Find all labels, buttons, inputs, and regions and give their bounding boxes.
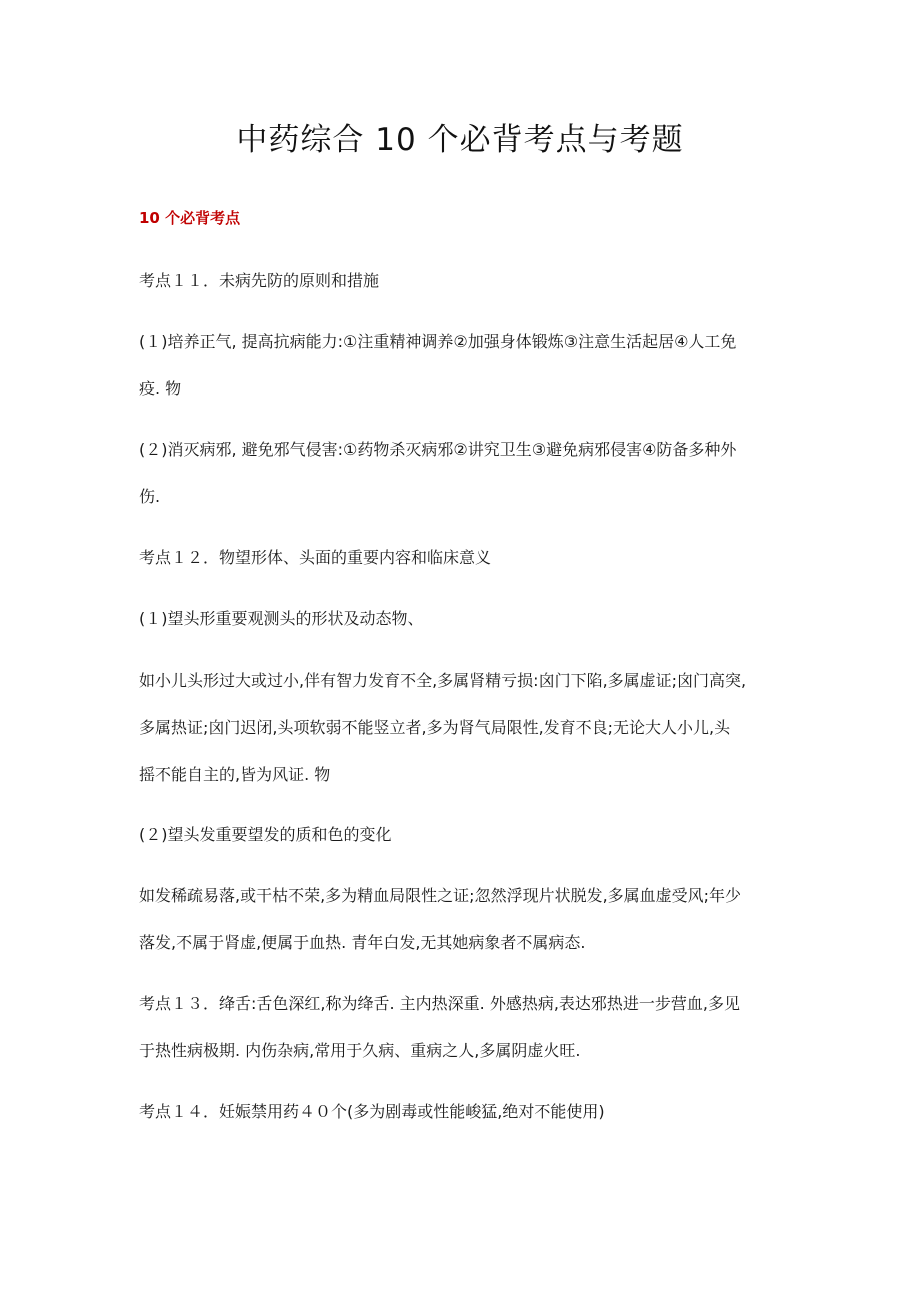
text-line: 落发,不属于肾虚,便属于血热. 青年白发,无其她病象者不属病态. <box>139 933 586 952</box>
paragraph-12-item-2 <box>139 811 799 858</box>
paragraph-11-item-1 <box>139 318 799 412</box>
paragraph-11-item-2 <box>139 426 799 520</box>
text-line: 摇不能自主的,皆为风证. 物 <box>139 765 331 784</box>
text-line: 伤. <box>139 487 161 506</box>
paragraph-kaodian-13 <box>139 980 799 1074</box>
text-line: 于热性病极期. 内伤杂病,常用于久病、重病之人,多属阴虚火旺. <box>139 1041 581 1060</box>
document-title: 中药综合 10 个必背考点与考题 <box>236 122 684 158</box>
paragraph-12-item-1 <box>139 595 799 642</box>
paragraph-12-item-1-detail <box>139 657 799 798</box>
paragraph-kaodian-14 <box>139 1088 799 1135</box>
text-line: (２)消灭病邪, 避免邪气侵害:①药物杀灭病邪②讲究卫生③避免病邪侵害④防备多种外 <box>139 440 737 459</box>
text-line: 多属热证;囟门迟闭,头项软弱不能竖立者,多为肾气局限性,发育不良;无论大人小儿,头 <box>139 718 731 737</box>
text-line: 考点１１．未病先防的原则和措施 <box>139 271 380 290</box>
paragraph-kaodian-12 <box>139 534 799 581</box>
text-line: (１)望头形重要观测头的形状及动态物、 <box>139 609 424 628</box>
text-line: 如发稀疏易落,或干枯不荣,多为精血局限性之证;忽然浮现片状脱发,多属血虚受风;年少 <box>139 886 742 905</box>
text-line: 疫. 物 <box>139 379 182 398</box>
paragraph-kaodian-11 <box>139 257 799 304</box>
text-line: 考点１４．妊娠禁用药４０个(多为剧毒或性能峻猛,绝对不能使用) <box>139 1102 605 1121</box>
text-line: (１)培养正气, 提高抗病能力:①注重精神调养②加强身体锻炼③注意生活起居④人工免 <box>139 332 737 351</box>
paragraph-12-item-2-detail <box>139 872 799 966</box>
text-line: (２)望头发重要望发的质和色的变化 <box>139 825 392 844</box>
text-line: 考点１３．绛舌:舌色深红,称为绛舌. 主内热深重. 外感热病,表达邪热进一步营血,多见 <box>139 994 740 1013</box>
section-heading: 10 个必背考点 <box>139 209 241 227</box>
text-line: 考点１２．物望形体、头面的重要内容和临床意义 <box>139 548 492 567</box>
text-line: 如小儿头形过大或过小,伴有智力发育不全,多属肾精亏损:囟门下陷,多属虚证;囟门高突, <box>139 671 747 690</box>
